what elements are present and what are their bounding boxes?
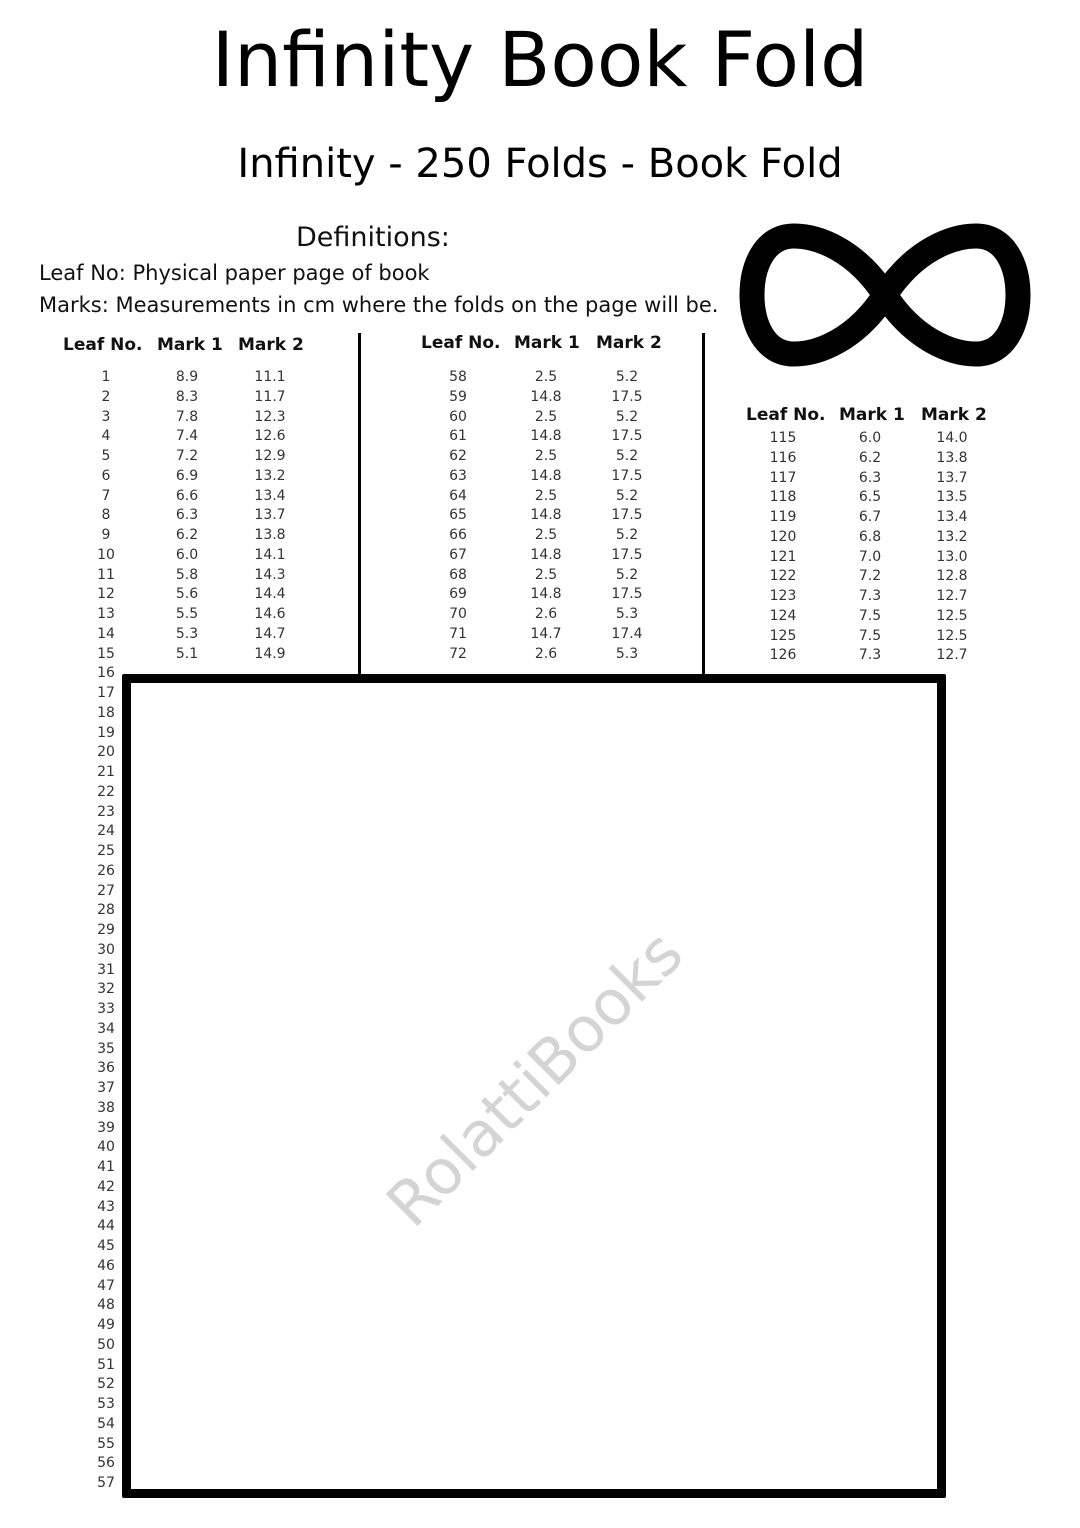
table-cell: 5.5 <box>175 606 199 622</box>
table-cell: 39 <box>97 1119 115 1136</box>
table2-mark2-column <box>604 368 650 664</box>
table-cell: 21 <box>97 764 115 780</box>
column-divider-1 <box>358 333 361 678</box>
table-cell: 7.2 <box>175 448 199 464</box>
table2-leaf-column <box>437 368 479 664</box>
table3-mark2-column <box>928 429 976 666</box>
table-cell: 14.4 <box>254 586 286 603</box>
table1-leaf-column <box>85 368 127 1494</box>
table-cell: 5.3 <box>175 625 199 642</box>
table-cell: 5.2 <box>615 408 639 425</box>
table-cell: 16 <box>97 665 115 682</box>
table-cell: 64 <box>449 487 467 504</box>
table-cell: 7.0 <box>858 548 882 565</box>
table-cell: 12.7 <box>936 588 968 604</box>
table-cell: 13.8 <box>254 527 286 543</box>
table-cell: 20 <box>97 744 115 761</box>
table-cell: 52 <box>97 1376 115 1393</box>
table-cell: 66 <box>449 527 467 543</box>
table-cell: 118 <box>769 489 797 506</box>
table-cell: 17.5 <box>611 467 643 484</box>
table-cell: 55 <box>97 1435 115 1452</box>
table-cell: 46 <box>97 1257 115 1274</box>
table-cell: 18 <box>97 704 115 721</box>
table-cell: 10 <box>97 546 115 563</box>
table-cell: 14.8 <box>530 586 562 603</box>
table-cell: 17 <box>97 685 115 701</box>
table-cell: 67 <box>449 546 467 563</box>
table3-mark1-column <box>848 429 892 666</box>
table-cell: 69 <box>449 586 467 603</box>
table-cell: 14.8 <box>530 388 562 405</box>
infinity-symbol-icon <box>738 222 1032 368</box>
table-cell: 63 <box>449 467 467 484</box>
table-cell: 2.5 <box>534 408 558 425</box>
table-cell: 5.2 <box>615 448 639 464</box>
table-cell: 6.5 <box>858 489 882 506</box>
table-cell: 14.8 <box>530 546 562 563</box>
table-cell: 41 <box>97 1159 115 1175</box>
table-cell: 51 <box>97 1356 115 1373</box>
table1-header-mark1: Mark 1 <box>157 335 223 355</box>
table-cell: 7 <box>101 487 111 504</box>
table-cell: 6 <box>101 467 111 484</box>
table-cell: 14.7 <box>530 625 562 642</box>
table2-header-mark2: Mark 2 <box>596 333 662 353</box>
table-cell: 5.2 <box>615 369 639 385</box>
watermark: RolattiBooks <box>372 916 697 1241</box>
table-cell: 2.5 <box>534 527 558 543</box>
table-cell: 17.5 <box>611 388 643 405</box>
table-cell: 33 <box>97 1001 115 1017</box>
table-cell: 49 <box>97 1317 115 1333</box>
table-cell: 61 <box>449 428 467 445</box>
table1-header-mark2: Mark 2 <box>238 335 304 355</box>
table-cell: 13.2 <box>254 467 286 484</box>
page-subtitle: Infinity - 250 Folds - Book Fold <box>237 141 843 187</box>
table-cell: 62 <box>449 448 467 464</box>
table-cell: 13.7 <box>936 469 968 486</box>
table-cell: 13.4 <box>254 487 286 504</box>
table-cell: 12.6 <box>254 428 286 445</box>
table-cell: 12.5 <box>936 627 968 644</box>
table2-header-leaf: Leaf No. <box>421 333 501 353</box>
table-cell: 5.3 <box>615 606 639 622</box>
table-cell: 17.5 <box>611 507 643 524</box>
table-cell: 34 <box>97 1020 115 1037</box>
table-cell: 70 <box>449 606 467 622</box>
table-cell: 13.7 <box>254 507 286 524</box>
table-cell: 45 <box>97 1238 115 1254</box>
table-cell: 40 <box>97 1139 115 1156</box>
table-cell: 13.4 <box>936 509 968 525</box>
table-cell: 43 <box>97 1198 115 1215</box>
table-cell: 56 <box>97 1455 115 1472</box>
table-cell: 54 <box>97 1415 115 1432</box>
table-cell: 72 <box>449 645 467 662</box>
table-cell: 13 <box>97 606 115 622</box>
table-cell: 6.9 <box>175 467 199 484</box>
table-cell: 6.2 <box>175 527 199 543</box>
table-cell: 6.6 <box>175 487 199 504</box>
table-cell: 14.1 <box>254 546 286 563</box>
table-cell: 12.3 <box>254 408 286 425</box>
table-cell: 2.5 <box>534 487 558 504</box>
table-cell: 120 <box>769 528 797 545</box>
table-cell: 5.8 <box>175 566 199 583</box>
table-cell: 13.5 <box>936 489 968 506</box>
table-cell: 116 <box>769 449 797 466</box>
table-cell: 17.4 <box>611 625 643 642</box>
table-cell: 8.3 <box>175 388 199 405</box>
table-cell: 121 <box>769 548 797 565</box>
table-cell: 13.8 <box>936 449 968 466</box>
table-cell: 25 <box>97 843 115 859</box>
table-cell: 17.5 <box>611 586 643 603</box>
table-cell: 122 <box>769 568 797 585</box>
table-cell: 14.0 <box>936 430 968 446</box>
table-cell: 14 <box>97 625 115 642</box>
definitions-heading: Definitions: <box>296 222 450 253</box>
table-cell: 14.3 <box>254 566 286 583</box>
table2-header-mark1: Mark 1 <box>514 333 580 353</box>
table-cell: 119 <box>769 509 797 525</box>
table-cell: 6.0 <box>858 430 882 446</box>
column-divider-2 <box>702 333 705 678</box>
table-cell: 57 <box>97 1475 115 1491</box>
table2-mark1-column <box>523 368 569 664</box>
table3-header-mark2: Mark 2 <box>921 405 987 425</box>
table-cell: 12.9 <box>254 448 286 464</box>
table-cell: 42 <box>97 1178 115 1195</box>
table-cell: 2.5 <box>534 566 558 583</box>
table-cell: 53 <box>97 1396 115 1412</box>
table-cell: 4 <box>101 428 111 445</box>
table1-mark2-column <box>247 368 293 664</box>
table-cell: 6.2 <box>858 449 882 466</box>
table-cell: 19 <box>97 724 115 741</box>
table-cell: 12.5 <box>936 607 968 624</box>
table-cell: 7.4 <box>175 428 199 445</box>
table-cell: 5.2 <box>615 487 639 504</box>
table-cell: 5.6 <box>175 586 199 603</box>
table-cell: 65 <box>449 507 467 524</box>
table-cell: 7.2 <box>858 568 882 585</box>
table-cell: 125 <box>769 627 797 644</box>
table-cell: 14.8 <box>530 507 562 524</box>
table-cell: 17.5 <box>611 546 643 563</box>
table-cell: 31 <box>97 961 115 978</box>
table-cell: 6.8 <box>858 528 882 545</box>
table1-mark1-column <box>166 368 208 664</box>
table-cell: 5.3 <box>615 645 639 662</box>
table-cell: 28 <box>97 902 115 919</box>
table-cell: 123 <box>769 588 797 604</box>
table-cell: 7.3 <box>858 588 882 604</box>
table-cell: 7.5 <box>858 627 882 644</box>
table3-leaf-column <box>760 429 806 666</box>
table-cell: 29 <box>97 922 115 938</box>
table-cell: 14.6 <box>254 606 286 622</box>
table-cell: 12.7 <box>936 647 968 664</box>
table-cell: 23 <box>97 803 115 820</box>
table-cell: 3 <box>101 408 111 425</box>
table-cell: 38 <box>97 1099 115 1116</box>
table-cell: 44 <box>97 1218 115 1235</box>
table-cell: 6.3 <box>858 469 882 486</box>
table-cell: 14.7 <box>254 625 286 642</box>
page-title: Infinity Book Fold <box>211 15 869 104</box>
table-cell: 59 <box>449 388 467 405</box>
table-cell: 6.7 <box>858 509 882 525</box>
table-cell: 8.9 <box>175 369 199 385</box>
table-cell: 2.6 <box>534 645 558 662</box>
definition-leaf: Leaf No: Physical paper page of book <box>39 261 430 285</box>
table-cell: 14.8 <box>530 467 562 484</box>
table-cell: 14.8 <box>530 428 562 445</box>
table-cell: 5.2 <box>615 527 639 543</box>
table-cell: 11 <box>97 566 115 583</box>
table-cell: 2.5 <box>534 369 558 385</box>
table-cell: 32 <box>97 981 115 998</box>
table-cell: 27 <box>97 882 115 899</box>
table-cell: 60 <box>449 408 467 425</box>
definition-marks: Marks: Measurements in cm where the folds on the page will be. <box>39 293 719 317</box>
table-cell: 5.2 <box>615 566 639 583</box>
table-cell: 7.3 <box>858 647 882 664</box>
table-cell: 6.0 <box>175 546 199 563</box>
table-cell: 7.8 <box>175 408 199 425</box>
table-cell: 1 <box>101 369 111 385</box>
table-cell: 5.1 <box>175 645 199 662</box>
table-cell: 126 <box>769 647 797 664</box>
table-cell: 2.6 <box>534 606 558 622</box>
table-cell: 15 <box>97 645 115 662</box>
table-cell: 2 <box>101 388 111 405</box>
table-cell: 8 <box>101 507 111 524</box>
table-cell: 24 <box>97 823 115 840</box>
table-cell: 17.5 <box>611 428 643 445</box>
table-cell: 11.1 <box>254 369 286 385</box>
table-cell: 12 <box>97 586 115 603</box>
table-cell: 2.5 <box>534 448 558 464</box>
table-cell: 37 <box>97 1080 115 1096</box>
table-cell: 48 <box>97 1297 115 1314</box>
table-cell: 6.3 <box>175 507 199 524</box>
table-cell: 11.7 <box>254 388 286 405</box>
table-cell: 124 <box>769 607 797 624</box>
table-cell: 13.2 <box>936 528 968 545</box>
table-cell: 12.8 <box>936 568 968 585</box>
table-cell: 5 <box>101 448 111 464</box>
table-cell: 30 <box>97 941 115 958</box>
table-cell: 7.5 <box>858 607 882 624</box>
table-cell: 68 <box>449 566 467 583</box>
table-cell: 13.0 <box>936 548 968 565</box>
table-cell: 47 <box>97 1277 115 1294</box>
table-cell: 50 <box>97 1336 115 1353</box>
table1-header-leaf: Leaf No. <box>63 335 143 355</box>
table3-header-mark1: Mark 1 <box>839 405 905 425</box>
table-cell: 35 <box>97 1040 115 1057</box>
table-cell: 115 <box>769 430 797 446</box>
table-cell: 117 <box>769 469 797 486</box>
table-cell: 14.9 <box>254 645 286 662</box>
table-cell: 71 <box>449 625 467 642</box>
table-cell: 22 <box>97 783 115 800</box>
table-cell: 36 <box>97 1060 115 1077</box>
table-cell: 58 <box>449 369 467 385</box>
table-cell: 9 <box>101 527 111 543</box>
table-cell: 26 <box>97 862 115 879</box>
table3-header-leaf: Leaf No. <box>746 405 826 425</box>
